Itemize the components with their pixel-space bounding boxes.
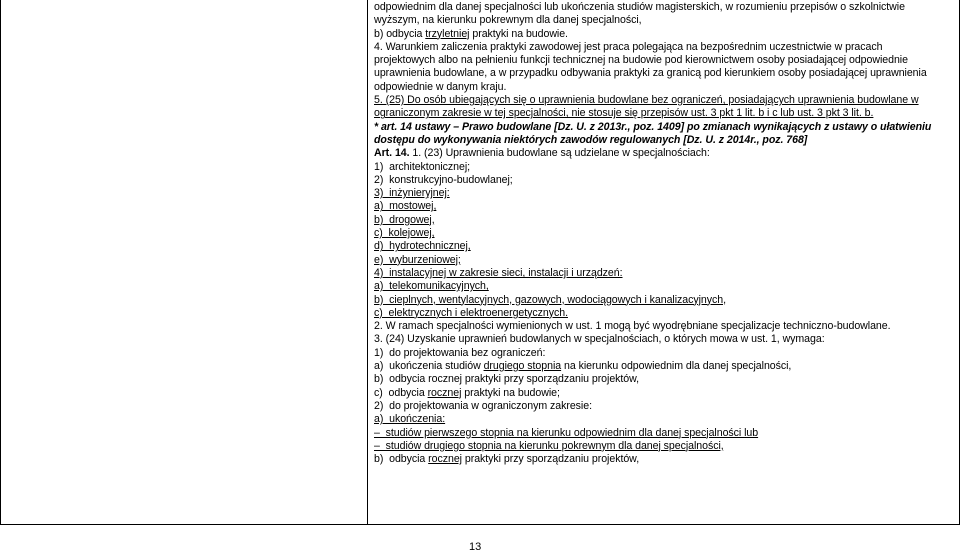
table-column-divider [367,0,368,525]
table-border-bottom [0,524,960,525]
text-line: uprawnienia budowlane, a w przypadku odbywania praktyki za granicą pod kierunkiem osoby posiadającej uprawnienia [374,67,927,80]
text-line: * art. 14 ustawy – Prawo budowlane [Dz. U. z 2013r., poz. 1409] po zmianach wynikających z ustawy o ułatwieniu [374,120,932,133]
text-line: c) elektrycznych i elektroenergetycznych. [374,306,568,319]
text-line: 2) do projektowania w ograniczonym zakresie: [374,399,592,412]
page-number: 13 [469,541,482,553]
text-line: b) odbycia rocznej praktyki przy sporządzaniu projektów, [374,373,640,386]
text-line: b) odbycia rocznej praktyki przy sporządzaniu projektów, [374,453,640,466]
text-line: b) cieplnych, wentylacyjnych, gazowych, wodociągowych i kanalizacyjnych, [374,293,726,306]
text-line: b) drogowej, [374,213,435,226]
text-line: odpowiednie w danym kraju. [374,80,507,93]
text-line: d) hydrotechnicznej, [374,240,471,253]
text-line: 5. (25) Do osób ubiegających się o uprawnienia budowlane bez ograniczeń, posiadających uprawnienia budowlane w [374,94,919,107]
text-line: a) ukończenia: [374,413,446,426]
text-line: 3. (24) Uzyskanie uprawnień budowlanych w specjalnościach, o których mowa w ust. 1, wymaga: [374,333,825,346]
text-line: dostępu do wykonywania niektórych zawodów regulowanych [Dz. U. z 2014r., poz. 768] [374,133,808,146]
text-line: c) kolejowej, [374,227,435,240]
text-line: – studiów pierwszego stopnia na kierunku odpowiednim dla danej specjalności lub [374,426,759,439]
text-line: Art. 14. 1. (23) Uprawnienia budowlane są udzielane w specjalnościach: [374,147,710,160]
text-line: a) mostowej, [374,200,437,213]
table-border-left [0,0,1,525]
text-line: 1) do projektowania bez ograniczeń: [374,346,546,359]
text-line: 4) instalacyjnej w zakresie sieci, instalacji i urządzeń: [374,266,623,279]
text-line: ograniczonym zakresie w tej specjalności, nie stosuje się przepisów ust. 3 pkt 1 lit. b i c lub ust. 3 pkt 3 lit. b. [374,107,874,120]
text-line: b) odbycia trzyletniej praktyki na budowie. [374,27,568,40]
text-line: 3) inżynieryjnej: [374,187,450,200]
text-line: 1) architektonicznej; [374,160,471,173]
text-line: wyższym, na kierunku pokrewnym dla danej specjalności, [374,14,642,27]
text-line: a) ukończenia studiów drugiego stopnia na kierunku odpowiednim dla danej specjalności, [374,360,792,373]
text-line: 2. W ramach specjalności wymienionych w ust. 1 mogą być wyodrębniane specjalizacje techniczno-budowlane. [374,320,891,333]
text-line: 4. Warunkiem zaliczenia praktyki zawodowej jest praca polegająca na bezpośrednim uczestnictwie w pracach [374,40,883,53]
text-line: odpowiednim dla danej specjalności lub ukończenia studiów magisterskich, w rozumieniu przepisów o szkolnictwie [374,1,905,13]
text-line: e) wyburzeniowej; [374,253,461,266]
text-line: 2) konstrukcyjno-budowlanej; [374,173,513,186]
text-line: c) odbycia rocznej praktyki na budowie; [374,386,560,399]
text-line: projektowych albo na pełnieniu funkcji technicznej na budowie pod kierownictwem osoby posiadającej odpowiednie [374,54,908,67]
legal-text-cell [374,1,956,466]
text-line: a) telekomunikacyjnych, [374,280,489,293]
text-line: – studiów drugiego stopnia na kierunku pokrewnym dla danej specjalności, [374,439,724,452]
